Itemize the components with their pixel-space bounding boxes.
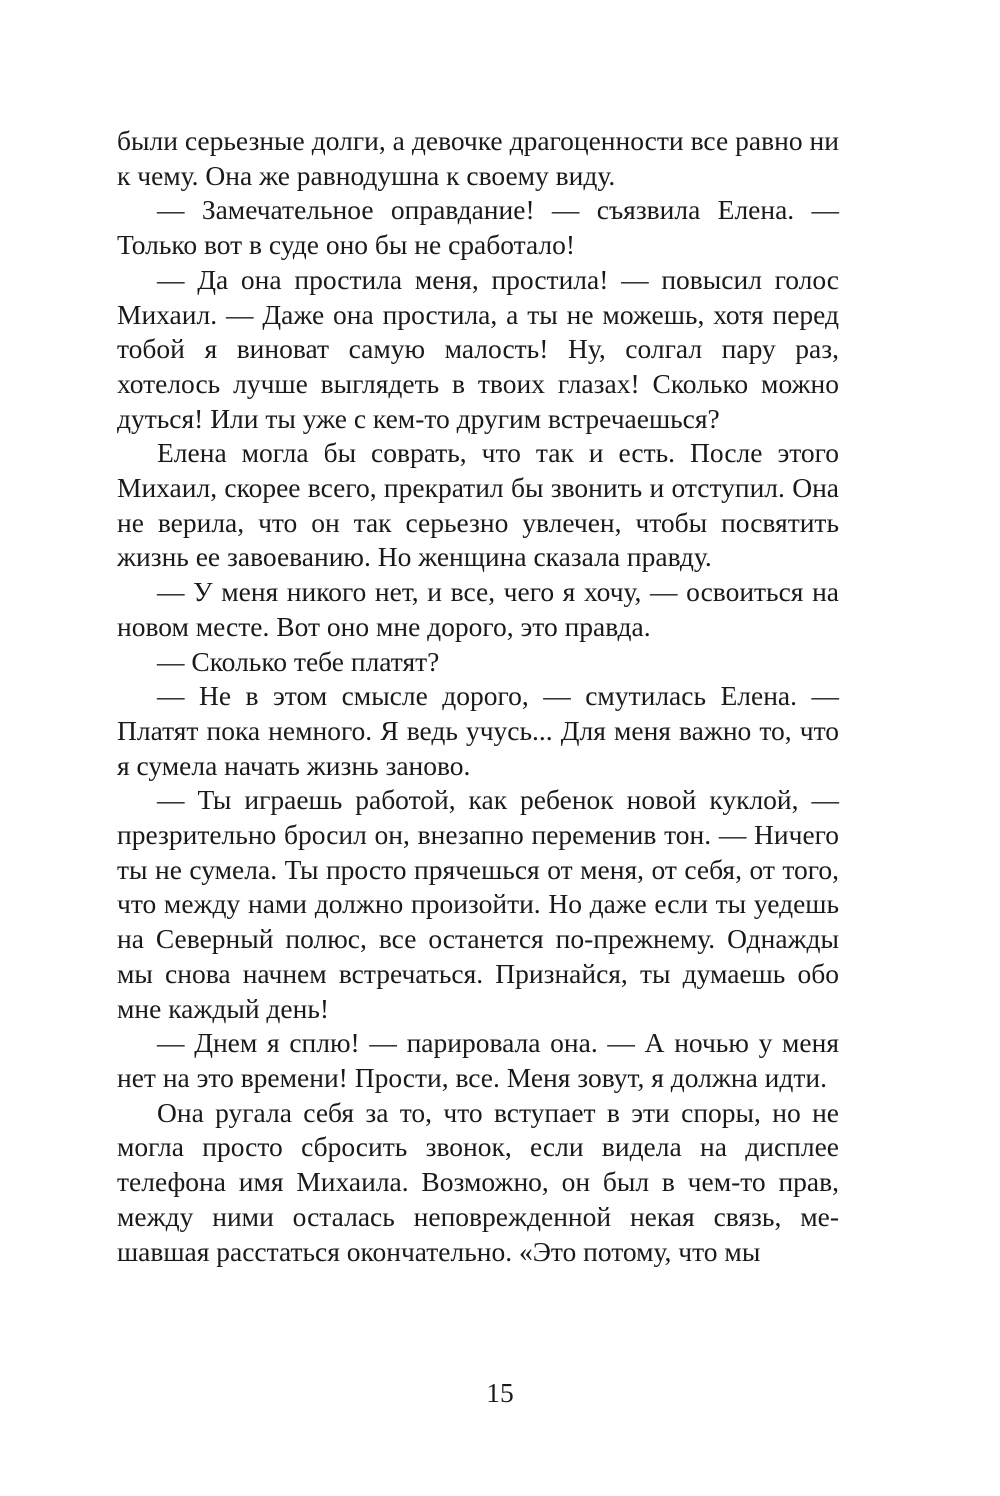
paragraph: — Да она простила меня, простила! — повысил голос Михаил. — Даже она простила, а ты не можешь, хотя перед тобой я виноват самую малость! Ну, солгал пару раз, хотелось лучше выглядеть в твоих глазах! Сколько можно дуться! Или ты уже с кем-то другим встречаешься? xyxy=(117,263,839,434)
paragraph: — У меня никого нет, и все, чего я хочу, — освоиться на новом месте. Вот оно мне дорого, это правда. xyxy=(117,576,839,642)
page-number: 15 xyxy=(486,1377,514,1408)
paragraph: — Замечательное оправдание! — съязвила Елена. — Только вот в суде оно бы не сработало! xyxy=(117,194,839,261)
paragraph: — Сколько тебе платят? xyxy=(157,645,440,677)
paragraph: — Днем я сплю! — парировала она. — А ночью у меня нет на это времени! Прости, все. Меня зовут, я должна идти. xyxy=(117,1027,839,1093)
paragraph: — Не в этом смысле дорого, — смутилась Елена. — Платят пока немного. Я ведь учусь... Для меня важно то, что я сумела начать жизнь заново. xyxy=(117,680,839,781)
paragraph: были серьезные долги, а девочке драгоценности все равно ни к чему. Она же равнодушна к своему виду. xyxy=(117,125,839,191)
page-text xyxy=(117,124,839,1269)
paragraph: Елена могла бы соврать, что так и есть. После этого Михаил, скорее всего, прекратил бы звонить и отступил. Она не верила, что он так серьезно увлечен, чтобы посвятить жизнь ее завоеванию. Но женщина сказала правду. xyxy=(117,437,839,573)
paragraph: Она ругала себя за то, что вступает в эти споры, но не могла просто сбросить звонок, если видела на дисплее телефона имя Михаила. Возможно, он был в чем-то прав, между ними осталась неповрежденной некая связь, мешавшая расстаться окончательно. «Это потому, что мы xyxy=(117,1096,839,1267)
paragraph: — Ты играешь работой, как ребенок новой куклой, — презрительно бросил он, внезапно переменив тон. — Ничего ты не сумела. Ты просто прячешься от меня, от себя, от того, что между нами должно произойти. Но даже если ты уедешь на Северный полюс, все останется по-прежнему. Однажды мы снова начнем встречаться. Признайся, ты думаешь обо мне каждый день! xyxy=(117,784,839,1024)
